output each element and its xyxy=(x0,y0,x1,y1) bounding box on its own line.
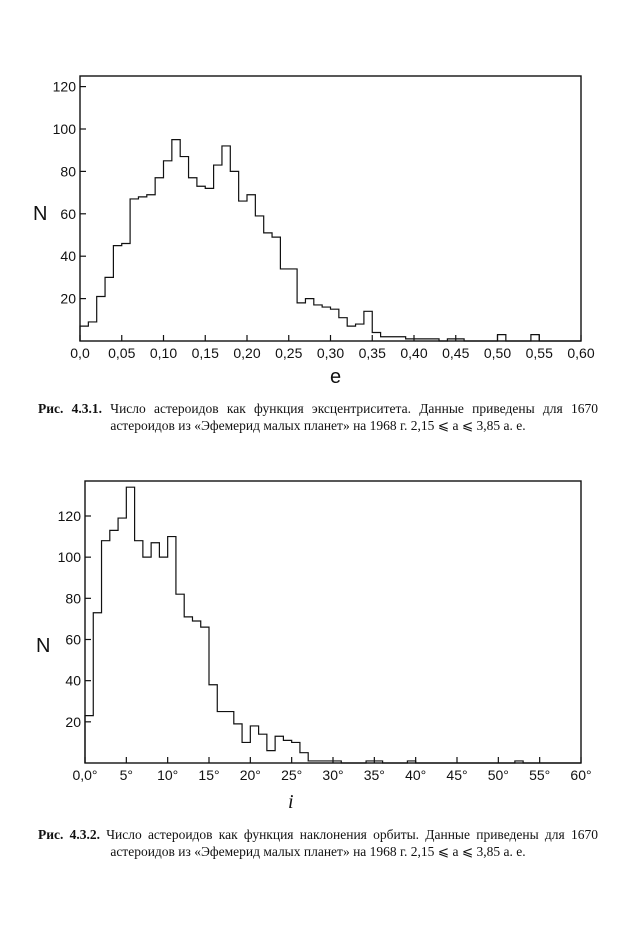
chart-1-histogram xyxy=(80,140,581,341)
chart-2-x-tick-label: 0,0° xyxy=(72,767,98,783)
chart-2-y-tick-label: 80 xyxy=(65,590,81,607)
chart-2-x-tick-label: 15° xyxy=(198,767,220,783)
chart-1-x-tick-label: 0,30 xyxy=(316,345,345,361)
chart-2-x-tick-label: 10° xyxy=(157,767,179,783)
chart-1-x-tick-label: 0,0 xyxy=(70,345,90,361)
chart-1-x-tick-label: 0,40 xyxy=(400,345,428,361)
chart-2 xyxy=(36,481,592,813)
chart-1-y-tick-label: 80 xyxy=(60,163,76,180)
chart-1-frame xyxy=(80,76,581,341)
chart-1-x-tick-label: 0,05 xyxy=(108,345,136,361)
chart-1-xlabel: e xyxy=(330,366,342,388)
chart-2-x-tick-label: 50° xyxy=(487,767,509,783)
chart-2-y-tick-label: 60 xyxy=(65,631,81,648)
chart-1-x-tick-label: 0,35 xyxy=(358,345,386,361)
chart-1-caption-text: Число астероидов как функция эксцентриситета. Данные приведены для 1670 астероидов из «Эфемерид малых планет» на 1968 г. 2,15 ⩽ a ⩽ 3,85 а. е. xyxy=(110,401,598,433)
chart-2-x-tick-label: 20° xyxy=(239,767,261,783)
chart-1-x-tick-label: 0,10 xyxy=(149,345,178,361)
chart-2-ticks xyxy=(58,508,592,783)
chart-1-x-tick-label: 0,45 xyxy=(442,345,470,361)
chart-2-x-tick-label: 40° xyxy=(405,767,427,783)
chart-1-x-tick-label: 0,55 xyxy=(525,345,553,361)
chart-2-x-tick-label: 45° xyxy=(446,767,468,783)
chart-2-x-tick-label: 55° xyxy=(529,767,551,783)
chart-1-y-tick-label: 100 xyxy=(52,121,76,137)
chart-2-x-tick-label: 25° xyxy=(281,767,303,783)
chart-1-x-tick-label: 0,60 xyxy=(567,345,595,361)
chart-2-x-tick-label: 35° xyxy=(363,767,385,783)
chart-2-y-tick-label: 40 xyxy=(65,672,81,689)
chart-1-ticks xyxy=(53,79,595,361)
chart-2-x-tick-label: 30° xyxy=(322,767,344,783)
chart-1-x-tick-label: 0,20 xyxy=(233,345,261,361)
chart-2-caption-text: Число астероидов как функция наклонения орбиты. Данные приведены для 1670 астероидов из «Эфемерид малых планет» на 1968 г. 2,15 ⩽ a ⩽ 3,85 а. е. xyxy=(106,827,598,859)
chart-2-caption-label: Рис. 4.3.2. xyxy=(38,827,100,842)
chart-1-x-tick-label: 0,50 xyxy=(483,345,512,361)
chart-2-histogram xyxy=(85,487,581,763)
chart-1-y-tick-label: 60 xyxy=(60,205,76,222)
chart-2-ylabel: N xyxy=(36,635,51,657)
chart-2-y-tick-label: 120 xyxy=(57,507,81,524)
chart-2-caption xyxy=(38,826,598,860)
chart-1-x-tick-label: 0,15 xyxy=(191,345,219,361)
chart-1-ylabel: N xyxy=(33,203,48,225)
chart-1-y-tick-label: 20 xyxy=(60,290,76,307)
chart-2-xlabel: i xyxy=(288,791,294,813)
chart-1-x-tick-label: 0,25 xyxy=(275,345,303,361)
chart-2-frame xyxy=(85,481,581,763)
chart-2-x-tick-label: 60° xyxy=(570,767,592,783)
chart-2-x-tick-label: 5° xyxy=(119,767,134,783)
chart-1-y-tick-label: 120 xyxy=(52,78,76,95)
chart-1-caption xyxy=(38,400,598,434)
chart-2-y-tick-label: 20 xyxy=(65,713,81,730)
chart-1 xyxy=(33,76,595,388)
chart-1-caption-label: Рис. 4.3.1. xyxy=(38,401,103,416)
chart-1-y-tick-label: 40 xyxy=(60,248,76,265)
chart-2-y-tick-label: 100 xyxy=(57,549,81,566)
